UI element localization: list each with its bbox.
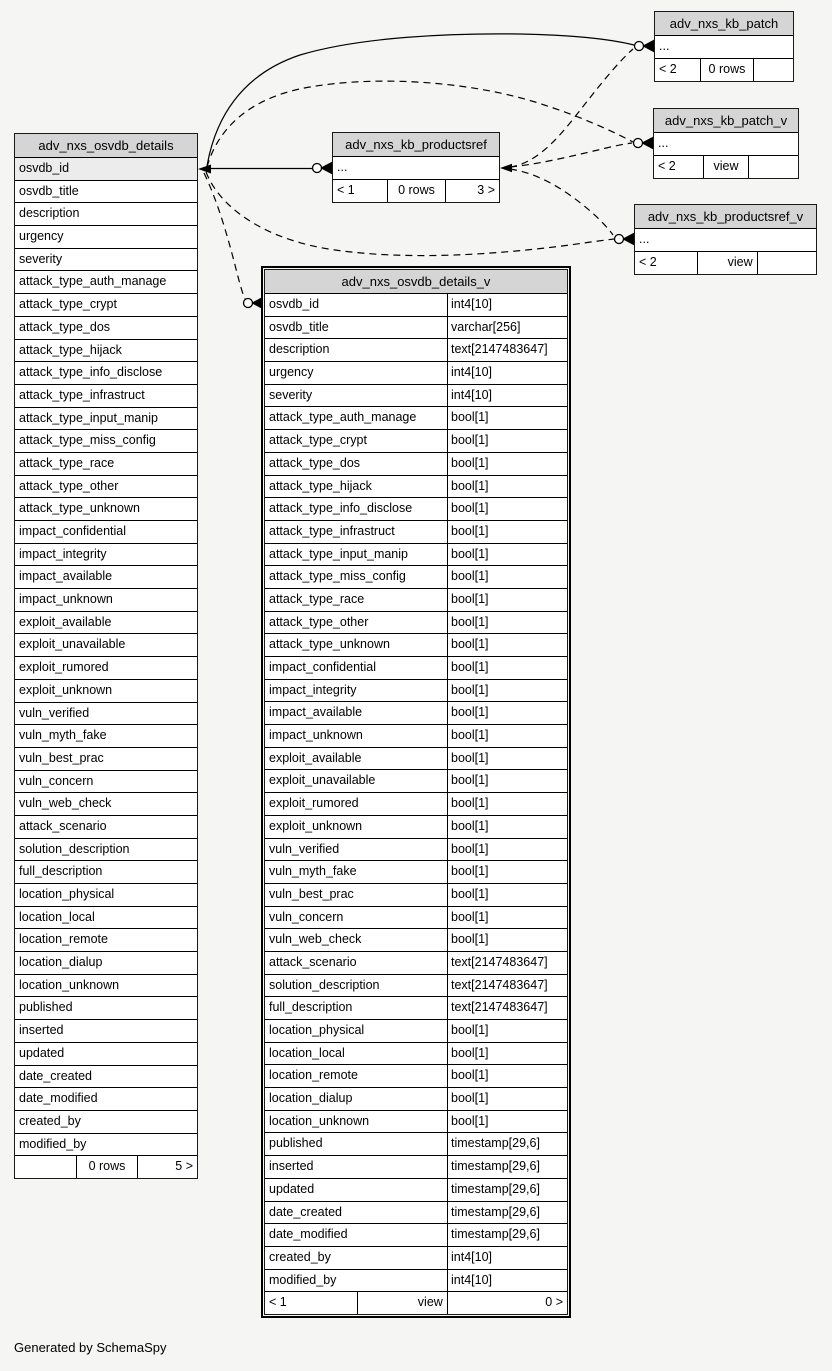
table-footer [654, 156, 798, 178]
column-row [15, 612, 197, 635]
footer-cell-right: 3 > [445, 180, 499, 202]
edge-productsref-to-patch-v [510, 143, 632, 167]
column-type: bool[1] [451, 523, 489, 538]
column-type: bool[1] [451, 841, 489, 856]
column-row [15, 362, 197, 385]
column-type: timestamp[29,6] [451, 1136, 540, 1151]
column-name: vuln_myth_fake [19, 728, 107, 743]
column-row [265, 997, 567, 1020]
table-adv-nxs-kb-productsref [332, 132, 500, 203]
column-name: attack_type_infrastruct [19, 387, 145, 402]
column-row [265, 339, 567, 362]
column-name: attack_type_input_manip [265, 544, 448, 566]
column-type: bool[1] [451, 750, 489, 765]
column-type: bool[1] [451, 546, 489, 561]
column-name: location_physical [265, 1020, 448, 1042]
column-row [265, 839, 567, 862]
footer-cell-view: view [357, 1292, 446, 1314]
footer-cell-rows: 0 rows [76, 1156, 136, 1178]
column-row [15, 771, 197, 794]
column-name: impact_integrity [19, 546, 107, 561]
column-row [265, 544, 567, 567]
column-type: bool[1] [451, 433, 489, 448]
column-row [265, 589, 567, 612]
column-row [15, 1088, 197, 1111]
table-adv-nxs-kb-patch-v [653, 108, 799, 179]
column-name: exploit_rumored [19, 660, 109, 675]
column-name: attack_scenario [19, 818, 107, 833]
column-name: attack_type_miss_config [265, 566, 448, 588]
column-name: vuln_web_check [19, 796, 112, 811]
column-type: bool[1] [451, 569, 489, 584]
column-name: osvdb_id [265, 294, 448, 316]
column-name: location_local [265, 1043, 448, 1065]
column-name: attack_type_dos [19, 319, 111, 334]
column-row [15, 271, 197, 294]
ellipsis-row [635, 229, 816, 252]
column-type: bool[1] [451, 818, 489, 833]
column-name: attack_type_dos [265, 453, 448, 475]
column-name: location_remote [19, 932, 108, 947]
column-row [265, 430, 567, 453]
column-name: attack_type_hijack [19, 342, 122, 357]
column-name: osvdb_title [265, 317, 448, 339]
table-title-adv-nxs-kb-productsref[interactable]: adv_nxs_kb_productsref [333, 133, 499, 157]
column-type: bool[1] [451, 1023, 489, 1037]
column-row [15, 975, 197, 998]
column-row [15, 1111, 197, 1134]
column-row [265, 317, 567, 340]
column-row [265, 1111, 567, 1134]
column-name: impact_unknown [265, 725, 448, 747]
table-footer [655, 59, 793, 81]
column-row [265, 634, 567, 657]
column-name: attack_scenario [265, 952, 448, 974]
column-row [265, 884, 567, 907]
column-name: attack_type_info_disclose [19, 365, 163, 380]
column-name: attack_type_unknown [19, 501, 140, 516]
column-row [15, 907, 197, 930]
footer-cell-view: view [697, 252, 756, 274]
column-row [265, 725, 567, 748]
column-row [15, 861, 197, 884]
column-name: vuln_verified [265, 839, 448, 861]
column-name: location_unknown [19, 977, 120, 992]
column-row [265, 657, 567, 680]
view-table-outline [261, 266, 571, 1318]
column-type: varchar[256] [451, 319, 521, 334]
column-row [265, 975, 567, 998]
column-name: date_modified [19, 1091, 98, 1106]
column-name: attack_type_input_manip [19, 410, 158, 425]
ellipsis-text: ... [659, 39, 670, 53]
column-name: location_unknown [265, 1111, 448, 1133]
column-type: timestamp[29,6] [451, 1227, 540, 1242]
column-name: urgency [265, 362, 448, 384]
column-name: vuln_concern [19, 773, 94, 788]
column-row [15, 680, 197, 703]
column-type: bool[1] [451, 682, 489, 697]
column-row [15, 521, 197, 544]
column-name: location_physical [19, 887, 115, 901]
column-name: attack_type_crypt [19, 297, 117, 312]
column-row [15, 634, 197, 657]
column-row [15, 158, 197, 181]
column-name: vuln_concern [265, 907, 448, 929]
source-arrow-icon [198, 165, 211, 174]
column-row [265, 1133, 567, 1156]
table-adv-nxs-osvdb-details [14, 133, 198, 1179]
column-type: bool[1] [451, 1091, 489, 1106]
column-row [265, 566, 567, 589]
column-type: int4[10] [451, 365, 493, 380]
column-row [15, 317, 197, 340]
column-name: attack_type_info_disclose [265, 498, 448, 520]
column-row [15, 929, 197, 952]
column-name: exploit_rumored [265, 793, 448, 815]
column-type: bool[1] [451, 1113, 489, 1128]
edge-productsref-to-productsref-v [510, 169, 613, 235]
column-type: bool[1] [451, 705, 489, 720]
column-type: bool[1] [451, 909, 489, 924]
column-name: impact_confidential [19, 524, 127, 538]
column-name: exploit_unknown [265, 816, 448, 838]
column-name: impact_unknown [19, 592, 113, 607]
column-row [15, 589, 197, 612]
column-type: bool[1] [451, 637, 489, 652]
footer-cell-right [757, 252, 816, 274]
crowfoot-productsref-icon [313, 163, 333, 174]
column-row [265, 294, 567, 317]
column-row [15, 748, 197, 771]
column-row [15, 657, 197, 680]
column-name: published [265, 1133, 448, 1155]
column-name: modified_by [265, 1270, 448, 1292]
table-title-adv-nxs-kb-patch-v[interactable]: adv_nxs_kb_patch_v [654, 109, 798, 133]
column-name: location_remote [265, 1065, 448, 1087]
column-row [15, 430, 197, 453]
column-name: attack_type_miss_config [19, 433, 156, 448]
column-type: bool[1] [451, 796, 489, 811]
column-name: osvdb_id [19, 161, 70, 175]
ellipsis-row [654, 133, 798, 156]
column-row [15, 249, 197, 272]
column-row [265, 1088, 567, 1111]
column-name: inserted [19, 1023, 64, 1038]
column-row [15, 453, 197, 476]
column-row [15, 1020, 197, 1043]
edge-productsref-to-patch [510, 49, 633, 167]
column-row [265, 1202, 567, 1225]
column-row [15, 294, 197, 317]
ellipsis-row [655, 36, 793, 59]
column-row [265, 861, 567, 884]
source-arrow-icon [500, 164, 512, 172]
column-name: vuln_best_prac [19, 750, 104, 765]
column-name: impact_integrity [265, 680, 448, 702]
column-row [265, 407, 567, 430]
table-title-adv-nxs-kb-productsref-v[interactable]: adv_nxs_kb_productsref_v [635, 205, 816, 229]
column-type: bool[1] [451, 886, 489, 901]
edge-details-to-details-v [204, 173, 245, 299]
column-name: exploit_available [19, 614, 112, 629]
column-name: solution_description [265, 975, 448, 997]
table-adv-nxs-osvdb-details-v [264, 269, 568, 1315]
footer-cell-view: view [703, 156, 747, 178]
column-type: bool[1] [451, 1068, 489, 1083]
column-name: attack_type_infrastruct [265, 521, 448, 543]
column-type: bool[1] [451, 455, 489, 470]
column-type: bool[1] [451, 1045, 489, 1060]
column-type: int4[10] [451, 1249, 493, 1264]
column-type: text[2147483647] [451, 342, 548, 357]
column-row [265, 1247, 567, 1270]
column-row [15, 952, 197, 975]
column-row [15, 997, 197, 1020]
column-row [15, 703, 197, 726]
column-name: severity [19, 251, 63, 266]
column-row [15, 839, 197, 862]
column-name: attack_type_hijack [265, 476, 448, 498]
column-type: timestamp[29,6] [451, 1204, 540, 1219]
footer-cell-right [753, 59, 793, 81]
column-row [265, 362, 567, 385]
column-name: vuln_myth_fake [265, 861, 448, 883]
column-type: int4[10] [451, 1272, 493, 1287]
column-name: impact_available [19, 569, 113, 584]
column-name: attack_type_auth_manage [19, 274, 167, 289]
column-row [265, 498, 567, 521]
column-type: text[2147483647] [451, 977, 548, 992]
footer-cell-left: < 1 [337, 182, 355, 197]
column-name: attack_type_auth_manage [265, 407, 448, 429]
column-type: bool[1] [451, 410, 489, 425]
footer-cell-left: < 1 [269, 1295, 287, 1310]
crowfoot-patch-icon [635, 41, 655, 52]
column-name: vuln_best_prac [265, 884, 448, 906]
column-name: exploit_unknown [19, 682, 113, 697]
table-footer [265, 1292, 567, 1314]
footer-cell-left: < 2 [639, 254, 657, 269]
column-name: date_created [265, 1202, 448, 1224]
column-row [15, 566, 197, 589]
column-type: int4[10] [451, 387, 493, 402]
table-title-adv-nxs-kb-patch[interactable]: adv_nxs_kb_patch [655, 12, 793, 36]
column-row [15, 725, 197, 748]
column-type: bool[1] [451, 614, 489, 629]
footer-cell-right [748, 156, 798, 178]
column-name: modified_by [19, 1136, 87, 1151]
column-name: impact_available [265, 702, 448, 724]
column-list [15, 158, 197, 1156]
column-row [15, 884, 197, 907]
column-name: created_by [19, 1113, 81, 1128]
column-row [265, 385, 567, 408]
column-name: exploit_unavailable [19, 637, 126, 652]
column-name: attack_type_race [19, 455, 115, 470]
column-name: vuln_web_check [265, 929, 448, 951]
footer-cell-left: < 2 [658, 158, 676, 173]
column-name: date_created [19, 1068, 92, 1083]
column-name: exploit_available [265, 748, 448, 770]
column-name: location_dialup [19, 955, 103, 970]
column-row [15, 476, 197, 499]
ellipsis-text: ... [639, 232, 650, 246]
column-row [15, 816, 197, 839]
footer-cell-right: 0 > [447, 1292, 567, 1314]
column-type: bool[1] [451, 932, 489, 947]
column-type: text[2147483647] [451, 1000, 548, 1015]
column-name: updated [19, 1045, 65, 1060]
column-name: attack_type_other [19, 478, 119, 493]
column-row [265, 929, 567, 952]
column-row [15, 203, 197, 226]
column-row [265, 521, 567, 544]
table-footer [333, 180, 499, 202]
column-name: date_modified [265, 1224, 448, 1246]
column-row [265, 612, 567, 635]
column-row [15, 793, 197, 816]
column-row [265, 1020, 567, 1043]
column-name: severity [265, 385, 448, 407]
column-row [15, 340, 197, 363]
crowfoot-patch-v-icon [634, 138, 654, 149]
column-row [15, 181, 197, 204]
footer-cell-rows: 0 rows [700, 59, 752, 81]
column-name: published [19, 1000, 73, 1015]
column-name: location_dialup [265, 1088, 448, 1110]
column-name: inserted [265, 1156, 448, 1178]
footer-cell-left [15, 1156, 76, 1178]
ellipsis-row [333, 157, 499, 180]
column-type: timestamp[29,6] [451, 1181, 540, 1196]
column-row [15, 1043, 197, 1066]
column-row [265, 1179, 567, 1202]
column-name: attack_type_crypt [265, 430, 448, 452]
column-row [15, 408, 197, 431]
column-row [15, 226, 197, 249]
column-name: attack_type_unknown [265, 634, 448, 656]
column-type: bool[1] [451, 864, 489, 879]
table-footer [15, 1156, 197, 1178]
column-name: description [265, 339, 448, 361]
column-name: impact_confidential [265, 657, 448, 679]
column-list [265, 294, 567, 1292]
column-row [265, 476, 567, 499]
column-name: urgency [19, 229, 64, 244]
column-row [265, 702, 567, 725]
column-name: location_local [19, 909, 95, 924]
column-name: full_description [19, 864, 103, 879]
column-row [265, 1224, 567, 1247]
footer-cell-left: < 2 [659, 61, 677, 76]
ellipsis-text: ... [658, 136, 669, 150]
footer-cell-right: 5 > [137, 1156, 197, 1178]
column-row [265, 748, 567, 771]
column-name: exploit_unavailable [265, 770, 448, 792]
column-type: text[2147483647] [451, 954, 548, 969]
column-type: bool[1] [451, 501, 489, 516]
column-type: bool[1] [451, 728, 489, 743]
generated-by-note: Generated by SchemaSpy [14, 1340, 167, 1355]
ellipsis-text: ... [337, 160, 348, 174]
column-name: created_by [265, 1247, 448, 1269]
column-row [265, 952, 567, 975]
column-type: bool[1] [451, 773, 489, 788]
column-row [265, 1270, 567, 1293]
column-row [265, 1065, 567, 1088]
column-name: full_description [265, 997, 448, 1019]
column-name: vuln_verified [19, 705, 90, 720]
column-type: int4[10] [451, 297, 493, 311]
column-row [15, 544, 197, 567]
table-adv-nxs-kb-patch [654, 11, 794, 82]
column-type: bool[1] [451, 478, 489, 493]
table-title-adv-nxs-osvdb-details[interactable]: adv_nxs_osvdb_details [15, 134, 197, 158]
column-name: osvdb_title [19, 183, 79, 198]
column-name: attack_type_other [265, 612, 448, 634]
column-name: solution_description [19, 841, 130, 856]
column-row [265, 453, 567, 476]
column-row [15, 385, 197, 408]
crowfoot-productsref-v-icon [615, 234, 635, 245]
column-type: bool[1] [451, 591, 489, 606]
column-row [265, 1043, 567, 1066]
column-row [265, 1156, 567, 1179]
table-title-adv-nxs-osvdb-details-v[interactable]: adv_nxs_osvdb_details_v [265, 270, 567, 294]
table-adv-nxs-kb-productsref-v [634, 204, 817, 275]
table-footer [635, 252, 816, 274]
column-row [15, 1066, 197, 1089]
column-type: bool[1] [451, 660, 489, 674]
column-row [15, 498, 197, 521]
column-row [265, 907, 567, 930]
column-row [15, 1134, 197, 1157]
column-row [265, 816, 567, 839]
footer-cell-rows: 0 rows [387, 180, 444, 202]
column-name: updated [265, 1179, 448, 1201]
column-name: description [19, 206, 80, 221]
column-name: attack_type_race [265, 589, 448, 611]
column-row [265, 680, 567, 703]
column-row [265, 793, 567, 816]
column-type: timestamp[29,6] [451, 1159, 540, 1174]
column-row [265, 770, 567, 793]
